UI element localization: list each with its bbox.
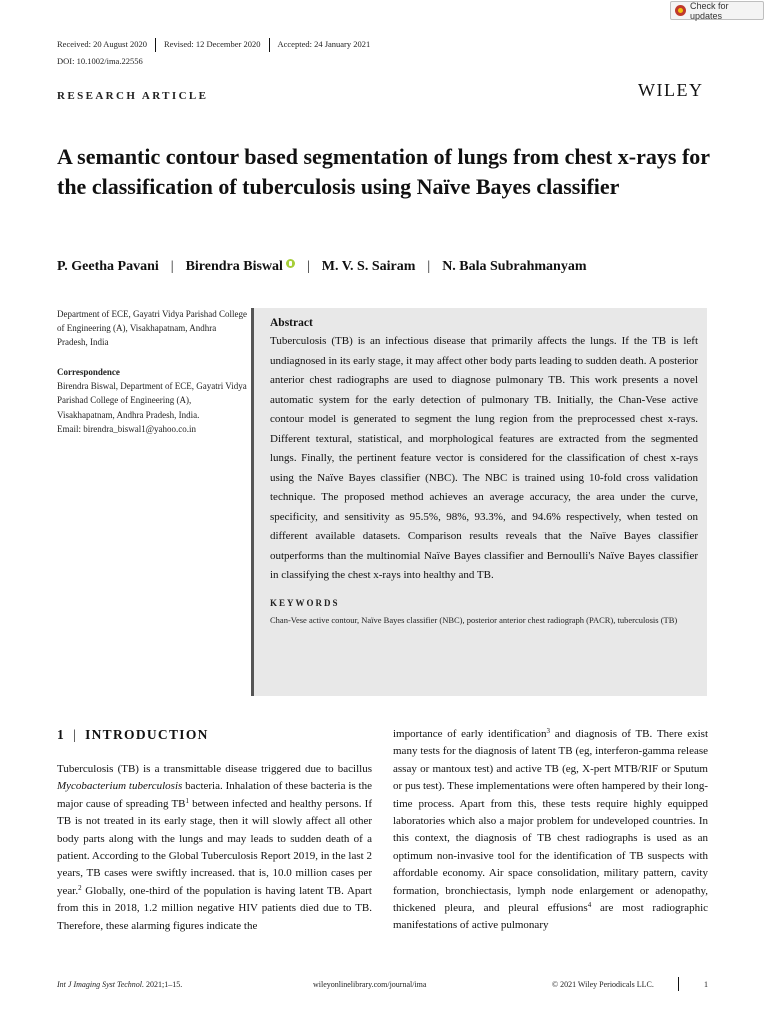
body-text: Globally, one-third of the population is having latent TB. Apart from this in 2018, 1.2 million negative HIV patients died due to TB. Therefore, these alarming figures indicate the <box>57 884 372 932</box>
divider <box>269 38 270 52</box>
check-for-updates-label: Check for updates <box>690 0 729 21</box>
article-title: A semantic contour based segmentation of lungs from chest x-rays for the classification of tuberculosis using Naïve Bayes classifier <box>57 144 710 199</box>
affiliation: Department of ECE, Gayatri Vidya Parishad College of Engineering (A), Visakhapatnam, Andhra Pradesh, India <box>57 309 247 348</box>
accepted-date: Accepted: 24 January 2021 <box>277 38 371 49</box>
revised-date: Revised: 12 December 2020 <box>163 38 261 49</box>
body-text: between infected and healthy persons. If TB is not treated in its early stage, then it will slowly affect all other body parts along with the lungs and may leads to sudden death of a patient. According to the Global Tuberculosis Report 2019, in the last 2 years, TB cases were swiftly increased. that is, 10.0 million cases per year. <box>57 797 372 897</box>
citation-link[interactable]: 2 <box>78 883 82 892</box>
section-number: 1 <box>57 727 66 742</box>
correspondence-label: Correspondence <box>57 367 120 377</box>
check-for-updates-button[interactable] <box>670 1 764 20</box>
keywords-list: Chan-Vese active contour, Naïve Bayes classifier (NBC), posterior anterior chest radiograph (PACR), tuberculosis (TB) <box>270 614 678 625</box>
intro-right-column <box>393 726 708 935</box>
body-text: bacteria. Inhalation of these bacteria is the major cause of spreading TB <box>57 780 372 810</box>
author-name[interactable]: Birendra Biswal <box>185 259 283 274</box>
section-heading: 1 | INTRODUCTION <box>57 727 209 742</box>
article-type: RESEARCH ARTICLE <box>57 90 209 102</box>
page-number: 1 <box>704 980 708 989</box>
article-dates <box>57 38 370 52</box>
correspondence-address: Birendra Biswal, Department of ECE, Gayatri Vidya Parishad College of Engineering (A), Visakhapatnam, Andhra Pradesh, India. <box>57 381 247 420</box>
author-name[interactable]: M. V. S. Sairam <box>321 259 416 274</box>
citation-link[interactable]: 3 <box>546 727 551 735</box>
correspondence-email[interactable]: Email: birendra_biswal1@yahoo.co.in <box>57 423 197 434</box>
keywords-heading: KEYWORDS <box>270 597 340 608</box>
publisher-logo: WILEY <box>638 80 704 100</box>
body-text: Tuberculosis (TB) is a transmittable disease triggered due to bacillus <box>57 763 372 775</box>
citation-link[interactable]: 4 <box>587 901 592 910</box>
journal-citation <box>57 980 182 989</box>
author-name[interactable]: N. Bala Subrahmanyam <box>442 259 587 274</box>
correspondence-block <box>57 365 249 436</box>
journal-name: Int J Imaging Syst Technol. <box>57 980 145 989</box>
received-date: Received: 20 August 2020 <box>57 38 147 49</box>
body-text: and diagnosis of TB. There exist many tests for the diagnosis of latent TB (eg, interferon-gamma release assay or mantoux test) and active TB (eg, X-pert MTB/RIF or Sputum or pus test). These implementations were often hampered by their long-time process. Apart from this, these tests require highly equipped laboratories which also a major problem for undeveloped countries. In this context, the diagnosis of TB chest radiographs is used as an optimum non-invasive tool for the identification of TB suspects with affordable economy. Air space consolidation, military pattern, cavity formation, bronchiectasis, lymph node enlargement or adenopathy, thickened pleura, and pleural effusions <box>393 728 709 915</box>
crossmark-icon <box>675 5 686 16</box>
journal-url[interactable]: wileyonlinelibrary.com/journal/ima <box>313 980 427 989</box>
abstract-text: Tuberculosis (TB) is an infectious disease that primarily affects the lungs. If the TB is left undiagnosed in its early stage, it may affect other body parts leading to sudden death. A posterior anterior chest radiographs are used to diagnose pulmonary TB. This work presents a novel automatic system for the early detection of pulmonary TB. Initially, the Chan-Vese active contour model is generated to segment the lung region from the preprocessed chest x-rays. Different textural, statistical, and morphological features are extracted from the segmented lungs. Finally, the pertinent feature vector is considered for the classification of chest x-rays using the Naïve Bayes classifier (NBC). The NBC is trained using 10-fold cross validation technique. The proposed method achieves an average accuracy, the area under the curve, specificity, and sensitivity as 95.5%, 98%, 93.3%, and 94.6% respectively, when tested on different available datasets. Comparison results reveals that the Naïve Bayes classifier outperforms than the multinomial Naïve Bayes classifier and Bernoulli's Naïve Bayes classifier in classifying the chest x-rays into healthy and TB. <box>270 335 698 581</box>
divider <box>678 977 679 991</box>
intro-left-column <box>57 761 372 935</box>
abstract-panel <box>251 308 707 696</box>
copyright: © 2021 Wiley Periodicals LLC. <box>552 980 654 989</box>
body-text: importance of early identification <box>393 728 547 740</box>
doi[interactable]: DOI: 10.1002/ima.22556 <box>57 56 143 66</box>
volume-pages: 2021;1–15. <box>144 980 183 989</box>
citation-link[interactable]: 1 <box>185 796 190 805</box>
author-list: P. Geetha Pavani | Birendra Biswal | M. V. S. Sairam | N. Bala Subrahmanyam <box>57 259 587 274</box>
author-name[interactable]: P. Geetha Pavani <box>57 259 159 274</box>
orcid-icon[interactable] <box>286 259 295 268</box>
divider <box>155 38 156 52</box>
organism-name: Mycobacterium tuberculosis <box>57 780 183 793</box>
body-text: are most radiographic manifestations of active pulmonary <box>393 902 709 932</box>
section-title: INTRODUCTION <box>85 727 209 742</box>
abstract-heading: Abstract <box>270 317 313 329</box>
